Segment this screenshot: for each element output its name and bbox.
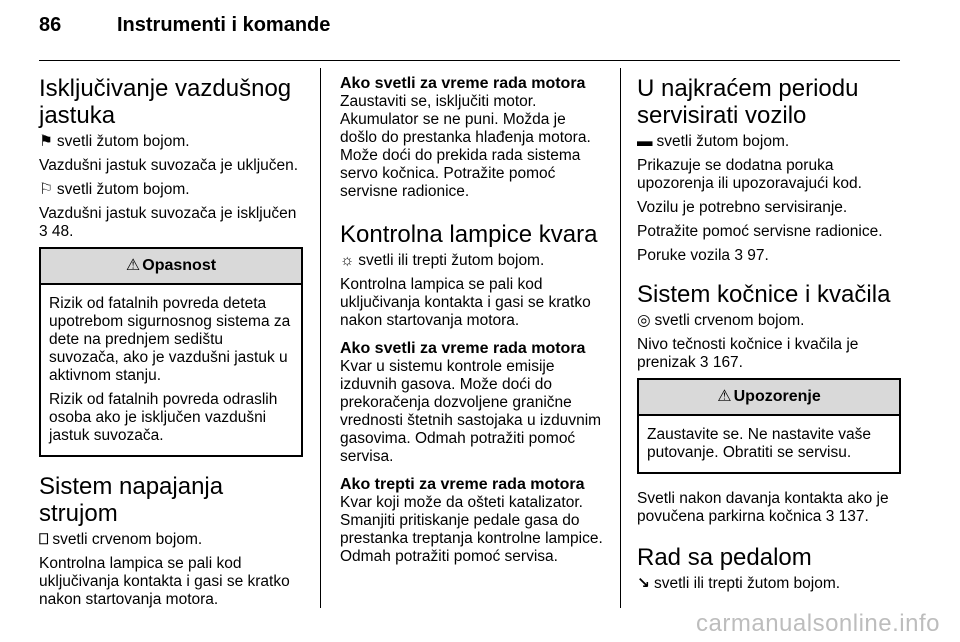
danger-box — [39, 247, 303, 457]
warning-box-header — [639, 380, 899, 416]
chapter-title: Instrumenti i komande — [117, 14, 331, 36]
run2-text: Kvar u sistemu kontrole emisije izduvnih gasova. Može doći do prekoračenja dozvoljene granične vrednosti štetnih sastojaka u izduvnim gasovima. Odmah potražiti pomoć servisa. — [340, 358, 602, 465]
page-header — [39, 14, 330, 37]
pedal-heading: Rad sa pedalom — [637, 544, 812, 571]
power-heading: Sistem napajanja strujom — [39, 473, 224, 527]
danger-text-2: Rizik od fatalnih povreda odraslih osoba ako je isključen vazdušni jastuk suvozača. — [49, 391, 278, 444]
battery-icon: ⎕ — [39, 531, 49, 548]
airbag-on-lamp: ⚑ svetli žutom bojom. — [39, 133, 190, 150]
brake-icon: ◎ — [637, 312, 651, 329]
pedal-lamp: ↘ svetli ili trepti žutom bojom. — [637, 575, 841, 592]
wrench-car-icon: ▬ — [637, 133, 653, 150]
fault-lamp: ☼ svetli ili trepti žutom bojom. — [340, 252, 545, 269]
airbag-on-icon: ⚑ — [39, 133, 53, 150]
warning-box-title: Upozorenje — [733, 388, 821, 405]
blink-text: Kvar koji može da ošteti katalizator. Smanjiti pritiskanje pedale gasa do prestanka treptanja kontrolne lampice. Odmah potražiti pomoć servisa. — [340, 494, 603, 565]
airbag-off-lamp: ⚐ svetli žutom bojom. — [39, 181, 190, 198]
service-lamp: ▬ svetli žutom bojom. — [637, 133, 790, 150]
blink-heading: Ako trepti za vreme rada motora — [340, 476, 585, 493]
column-1 — [39, 75, 303, 615]
airbag-ref: 3 48. — [39, 223, 74, 240]
brake-lamp: ◎ svetli crvenom bojom. — [637, 312, 805, 329]
warning-triangle-icon: ⚠ — [717, 388, 732, 405]
service-heading: U najkraćem periodu servisirati vozilo — [637, 75, 859, 129]
pedal-icon: ↘ — [637, 575, 650, 592]
danger-box-header — [41, 249, 301, 285]
run1-text: Zaustaviti se, isključiti motor. Akumulator se ne puni. Možda je došlo do prestanka hlađenja motora. Može doći do prekida rada sistema servo kočnica. Potražite pomoć servisne radionice. — [340, 93, 591, 200]
service-text-3: Potražite pomoć servisne radionice. — [637, 223, 883, 240]
parking-text: Svetli nakon davanja kontakta ako je povučena parkirna kočnica 3 137. — [637, 490, 889, 525]
airbag-off-icon: ⚐ — [39, 181, 53, 198]
engine-icon: ☼ — [340, 252, 355, 269]
service-text-2: Vozilu je potrebno servisiranje. — [637, 199, 848, 216]
airbag-on-text: Vazdušni jastuk suvozača je uključen. — [39, 157, 299, 174]
danger-box-title: Opasnost — [142, 257, 217, 274]
airbag-off-text: Vazdušni jastuk suvozača je isključen — [39, 205, 297, 222]
fault-heading: Kontrolna lampice kvara — [340, 221, 598, 248]
power-text: Kontrolna lampica se pali kod uključivanja kontakta i gasi se kratko nakon startovanja motora. — [39, 555, 290, 608]
column-3 — [637, 75, 901, 599]
danger-box-body — [41, 285, 301, 455]
warning-box-body — [639, 416, 899, 472]
service-text-1: Prikazuje se dodatna poruka upozorenja ili upozoravajući kod. — [637, 157, 862, 192]
brake-text: Nivo tečnosti kočnice i kvačila je prenizak 3 167. — [637, 336, 859, 371]
column-divider-2 — [620, 68, 621, 608]
airbag-heading: Isključivanje vazdušnog jastuka — [39, 75, 292, 129]
warning-box — [637, 378, 901, 474]
warning-triangle-icon: ⚠ — [125, 257, 141, 274]
header-rule — [39, 60, 900, 61]
page-number: 86 — [39, 14, 62, 36]
brake-heading: Sistem kočnice i kvačila — [637, 281, 891, 308]
danger-text-1: Rizik od fatalnih povreda deteta upotrebom sigurnosnog sistema za dete na prednjem sedištu suvozača, ako je vazdušni jastuk u aktivnom stanju. — [49, 295, 291, 384]
warning-text: Zaustavite se. Ne nastavite vaše putovanje. Obratiti se servisu. — [647, 426, 872, 461]
run1-heading: Ako svetli za vreme rada motora — [340, 75, 586, 92]
fault-text: Kontrolna lampica se pali kod uključivanja kontakta i gasi se kratko nakon startovanja motora. — [340, 276, 591, 329]
power-lamp: ⎕ svetli crvenom bojom. — [39, 531, 203, 548]
column-2 — [340, 75, 606, 572]
column-divider-1 — [320, 68, 321, 608]
service-text-4: Poruke vozila 3 97. — [637, 247, 769, 264]
watermark: carmanualsonline.info — [696, 610, 940, 637]
run2-heading: Ako svetli za vreme rada motora — [340, 340, 586, 357]
